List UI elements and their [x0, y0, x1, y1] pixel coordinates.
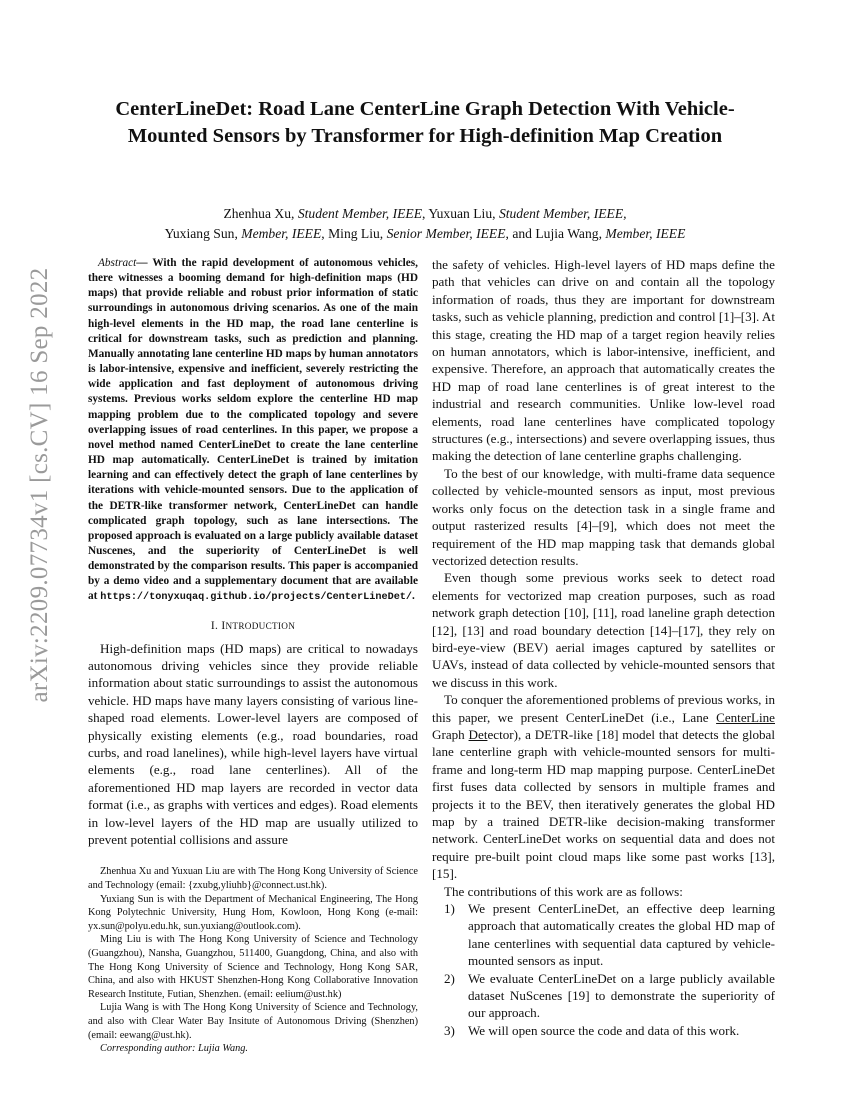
- text-run: Graph: [432, 726, 469, 742]
- abstract: [88, 256, 418, 606]
- section-number: I.: [210, 619, 222, 632]
- text-run: ector), a DETR-like [18] model that detects the global lane centerline graph with vehicle-mounted sensors for multi-frame and long-term HD map mapping purpose. CenterLineDet first fuses data collected by sensors in multiple frames and projects it to the BEV, then iteratively generates the global HD map by a trained DETR-like decision-making transformer network. CenterLineDet works on sequential data and does not require pre-built point cloud maps like some past works [13], [15].: [432, 726, 775, 882]
- author-line-1: [80, 204, 770, 224]
- author-block: [80, 204, 770, 244]
- list-item: [432, 1022, 775, 1039]
- left-column: [88, 256, 418, 1056]
- footnote: Ming Liu is with The Hong Kong University of Science and Technology (Guangzhou), Nansha, Guangzhou, 511400, Guangdong, China, and also with The Hong Kong University of Science and Technology, Hong Kong SAR, China, and also with HKUST Shenzhen-Hong Kong Collaborative Innovation Research Institute, Futian, Shenzhen. (email: eelium@ust.hk): [88, 934, 418, 1000]
- abstract-lead: Abstract: [98, 257, 137, 269]
- author-name: Yuxiang Sun,: [164, 226, 242, 241]
- footnote: Yuxiang Sun is with the Department of Mechanical Engineering, The Hong Kong Polytechnic University, Hung Hom, Kowloon, Hong Kong (e-mail: yx.sun@polyu.edu.hk, sun.yuxiang@outlook.com).: [88, 893, 418, 932]
- author-name: , Yuxuan Liu,: [422, 206, 499, 221]
- underlined-term: Det: [468, 726, 488, 742]
- arxiv-id: arXiv:2209.07734v1 [cs.CV] 16 Sep 2022: [26, 267, 53, 703]
- project-url[interactable]: https://tonyxuqaq.github.io/projects/CenterLineDet/: [100, 592, 413, 604]
- section-heading-cap: I: [221, 619, 226, 632]
- list-text: We present CenterLineDet, an effective deep learning approach that automatically creates the global HD map of lane centerlines with sequential data captured by vehicle-mounted sensors as input.: [468, 901, 775, 969]
- list-number: 2): [444, 970, 455, 986]
- right-column: [432, 256, 775, 1039]
- section-heading-introduction: [88, 620, 418, 632]
- text-run: To conquer the aforementioned problems of previous works, in this paper, we present CenterLineDet (i.e., Lane: [432, 692, 775, 725]
- footnote: Lujia Wang is with The Hong Kong University of Science and Technology, and also with Clear Water Bay Insitute of Autonomous Driving (Shenzhen) (email: eewang@ust.hk).: [88, 1002, 418, 1041]
- author-name: , and Lujia Wang,: [505, 226, 606, 241]
- list-text: We will open source the code and data of this work.: [468, 1022, 740, 1038]
- footnote-corresponding-author: Corresponding author: Lujia Wang.: [100, 1043, 248, 1055]
- list-item: [432, 900, 775, 970]
- author-role: Member, IEEE: [241, 226, 322, 241]
- body-paragraph: [432, 691, 775, 882]
- body-paragraph: To the best of our knowledge, with multi-frame data sequence collected by vehicle-mounted sensors as input, most previous works only focus on the detection task in a single frame and output rasterized results [4]–[9], which does not meet the requirement of the HD map mapping task that demands global vectorized detection results.: [432, 465, 775, 568]
- list-number: 1): [444, 901, 455, 917]
- list-text: We evaluate CenterLineDet on a large publicly available dataset NuScenes [19] to demonstrate the superiority of our approach.: [468, 970, 775, 1021]
- intro-paragraph: High-definition maps (HD maps) are critical to nowadays autonomous driving vehicles since they provide reliable information about static surroundings to assist the autonomous vehicle. HD maps have many layers consisting of various line-shaped road elements. Lower-level layers are composed of physically existing elements (e.g., road boundaries, road curbs, and road lanelines), while high-level layers have virtual elements (e.g., road lane centerlines). All of the aforementioned HD map layers are recorded in vector data format (i.e., as graphs with vertices and edges). Road elements in low-level layers of the HD map are usually utilized to prevent potential collisions and assure: [88, 640, 418, 848]
- author-role: Member, IEEE: [605, 226, 686, 241]
- underlined-term: CenterLine: [716, 709, 775, 725]
- arxiv-stamp: [18, 267, 62, 703]
- list-number: 3): [444, 1022, 455, 1038]
- footnotes: [88, 865, 418, 1055]
- footnote-divider: [88, 862, 168, 863]
- author-role: Student Member, IEEE: [297, 206, 423, 221]
- author-name: Zhenhua Xu,: [223, 206, 298, 221]
- author-name: , Ming Liu,: [321, 226, 387, 241]
- author-role: Senior Member, IEEE: [386, 226, 506, 241]
- footnote: Zhenhua Xu and Yuxuan Liu are with The Hong Kong University of Science and Technology (email: {zxubg,yliuhb}@connect.ust.hk).: [88, 866, 418, 892]
- section-heading-rest: NTRODUCTION: [225, 620, 296, 631]
- author-role: Student Member, IEEE,: [498, 206, 627, 221]
- list-item: [432, 970, 775, 1022]
- body-paragraph: the safety of vehicles. High-level layers of HD maps define the path that vehicles can drive on and contain all the topology information of roads, thus they are important for downstream tasks, such as vehicle planning, prediction and control [1]–[3]. At this stage, creating the HD map of a target region heavily relies on human annotators, which is labor-intensive, inefficient, and expensive. Therefore, an approach that automatically creates the HD map of road lane centerlines is of great interest to the industrial and research communities. Unlike low-level road elements, road lane centerlines have complicated topology structures (e.g., intersections) and severe overlapping issues, thus making the detection of lane centerline graphs challenging.: [432, 257, 775, 464]
- author-line-2: [80, 224, 770, 244]
- abstract-text: — With the rapid development of autonomous vehicles, there witnesses a booming demand for high-definition maps (HD maps) that provide reliable and robust prior information of static surroundings in autonomous driving scenarios. As one of the main high-level elements in the HD map, the road lane centerline is critical for downstream tasks, such as prediction and planning. Manually annotating lane centerline HD maps by human annotators is labor-intensive, expensive and inefficient, severely restricting the wide application and fast deployment of autonomous driving systems. Previous works seldom explore the centerline HD map mapping problem due to the complicated topology and severe overlapping issues of road centerlines. In this paper, we propose a novel method named CenterLineDet to create the lane centerline HD map automatically. CenterLineDet is trained by imitation learning and can effectively detect the graph of lane centerlines by iterations with vehicle-mounted sensors. Due to the application of the DETR-like transformer network, CenterLineDet can handle complicated graph topology, such as lane intersections. The proposed approach is evaluated on a large publicly available dataset Nuscenes, and the superiority of CenterLineDet is well demonstrated by the comparison results. This paper is accompanied by a demo video and a supplementary document that are available at: [88, 257, 418, 603]
- body-paragraph: Even though some previous works seek to detect road elements for vectorized map creation purposes, such as road network graph detection [10], [11], road laneline graph detection [12], [13] and road boundary detection [14]–[17], they rely on bird-eye-view (BEV) aerial images captured by satellites or UAVs, instead of data collected by vehicle-mounted sensors that we discuss in this work.: [432, 570, 775, 690]
- contributions-list: [432, 900, 775, 1039]
- body-paragraph: The contributions of this work are as follows:: [444, 883, 683, 899]
- abstract-end: .: [412, 590, 415, 603]
- paper-title: CenterLineDet: Road Lane CenterLine Graph Detection With Vehicle-Mounted Sensors by Transformer for High-definition Map Creation: [115, 98, 735, 147]
